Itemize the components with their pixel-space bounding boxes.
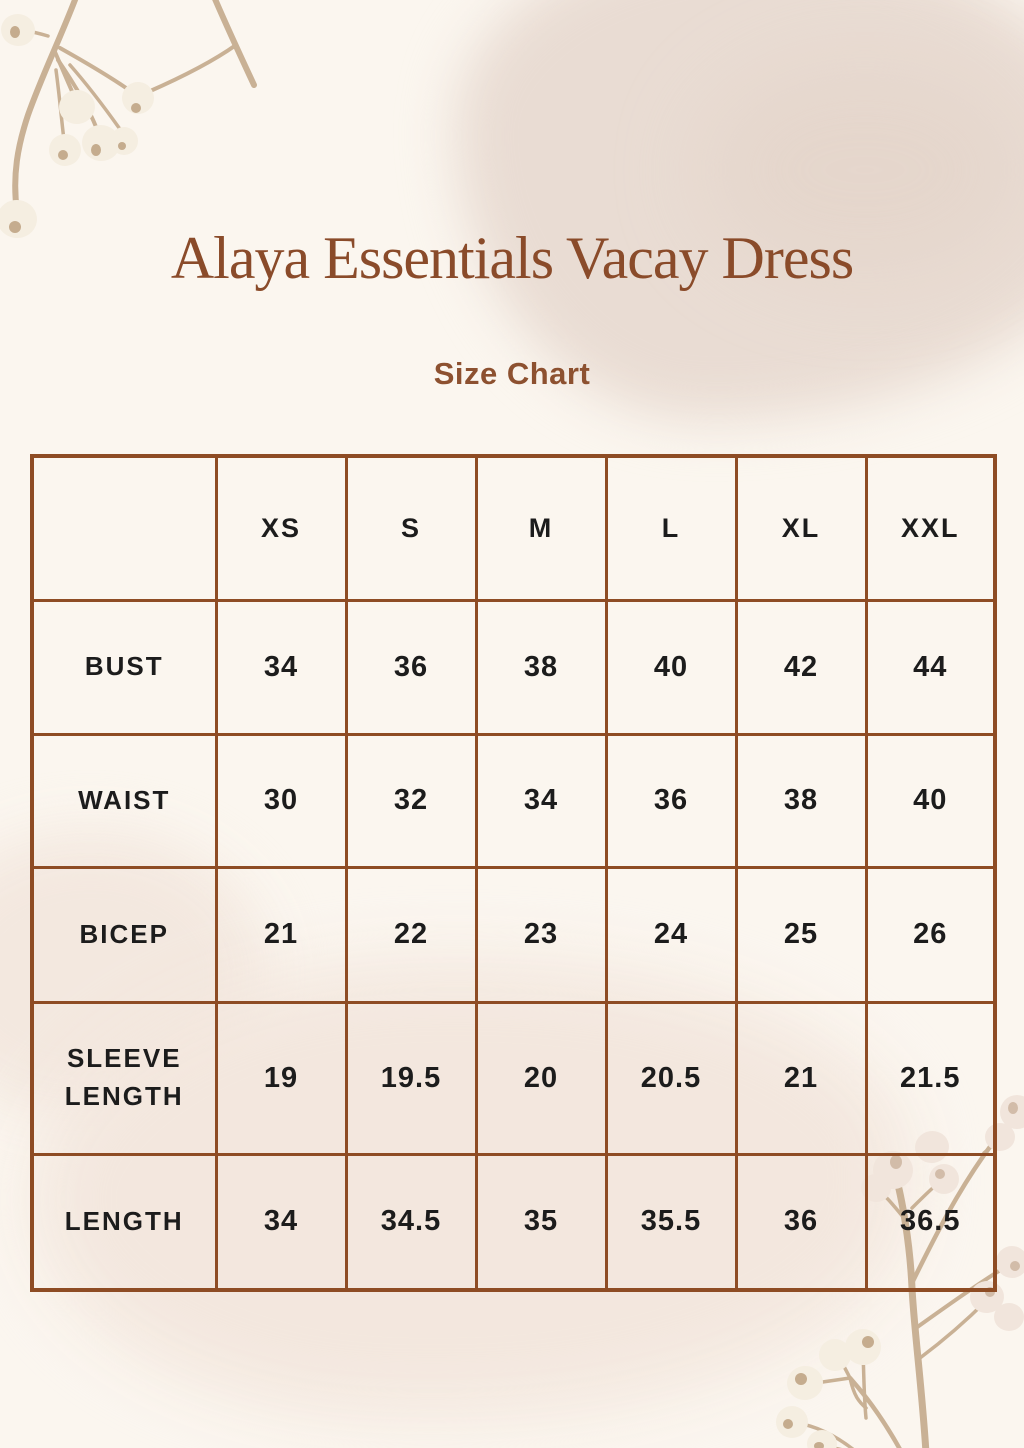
size-value: 20 — [476, 1002, 606, 1154]
row-label-waist: WAIST — [32, 734, 216, 867]
size-value: 30 — [216, 734, 346, 867]
size-table-row-bicep — [32, 867, 995, 1002]
size-value: 19.5 — [346, 1002, 476, 1154]
row-label-length: LENGTH — [32, 1154, 216, 1290]
size-value: 34.5 — [346, 1154, 476, 1290]
size-table-row-bust — [32, 600, 995, 734]
size-value: 25 — [736, 867, 866, 1002]
column-header-xs: XS — [216, 456, 346, 600]
size-value: 42 — [736, 600, 866, 734]
size-value: 23 — [476, 867, 606, 1002]
row-label-bust: BUST — [32, 600, 216, 734]
size-value: 21.5 — [866, 1002, 995, 1154]
row-label-sleeve-length: SLEEVE LENGTH — [32, 1002, 216, 1154]
size-value: 38 — [476, 600, 606, 734]
size-value: 35.5 — [606, 1154, 736, 1290]
column-header-s: S — [346, 456, 476, 600]
size-value: 21 — [216, 867, 346, 1002]
size-table-row-waist — [32, 734, 995, 867]
size-value: 22 — [346, 867, 476, 1002]
size-value: 21 — [736, 1002, 866, 1154]
size-value: 36 — [606, 734, 736, 867]
size-value: 26 — [866, 867, 995, 1002]
size-value: 19 — [216, 1002, 346, 1154]
size-value: 40 — [606, 600, 736, 734]
column-header-xxl: XXL — [866, 456, 995, 600]
size-value: 34 — [476, 734, 606, 867]
size-value: 20.5 — [606, 1002, 736, 1154]
size-value: 36 — [346, 600, 476, 734]
page-title: Alaya Essentials Vacay Dress — [170, 225, 854, 291]
size-value: 40 — [866, 734, 995, 867]
page-subtitle: Size Chart — [433, 356, 591, 391]
size-value: 36.5 — [866, 1154, 995, 1290]
column-header-xl: XL — [736, 456, 866, 600]
size-value: 24 — [606, 867, 736, 1002]
size-value: 32 — [346, 734, 476, 867]
size-table — [30, 454, 997, 1292]
size-value: 34 — [216, 600, 346, 734]
size-table-row-sleeve-length — [32, 1002, 995, 1154]
size-table-row-length — [32, 1154, 995, 1290]
size-table-corner-cell — [32, 456, 216, 600]
size-value: 35 — [476, 1154, 606, 1290]
column-header-l: L — [606, 456, 736, 600]
size-table-header-row — [32, 456, 995, 600]
size-value: 34 — [216, 1154, 346, 1290]
row-label-bicep: BICEP — [32, 867, 216, 1002]
column-header-m: M — [476, 456, 606, 600]
size-value: 36 — [736, 1154, 866, 1290]
size-value: 44 — [866, 600, 995, 734]
size-value: 38 — [736, 734, 866, 867]
